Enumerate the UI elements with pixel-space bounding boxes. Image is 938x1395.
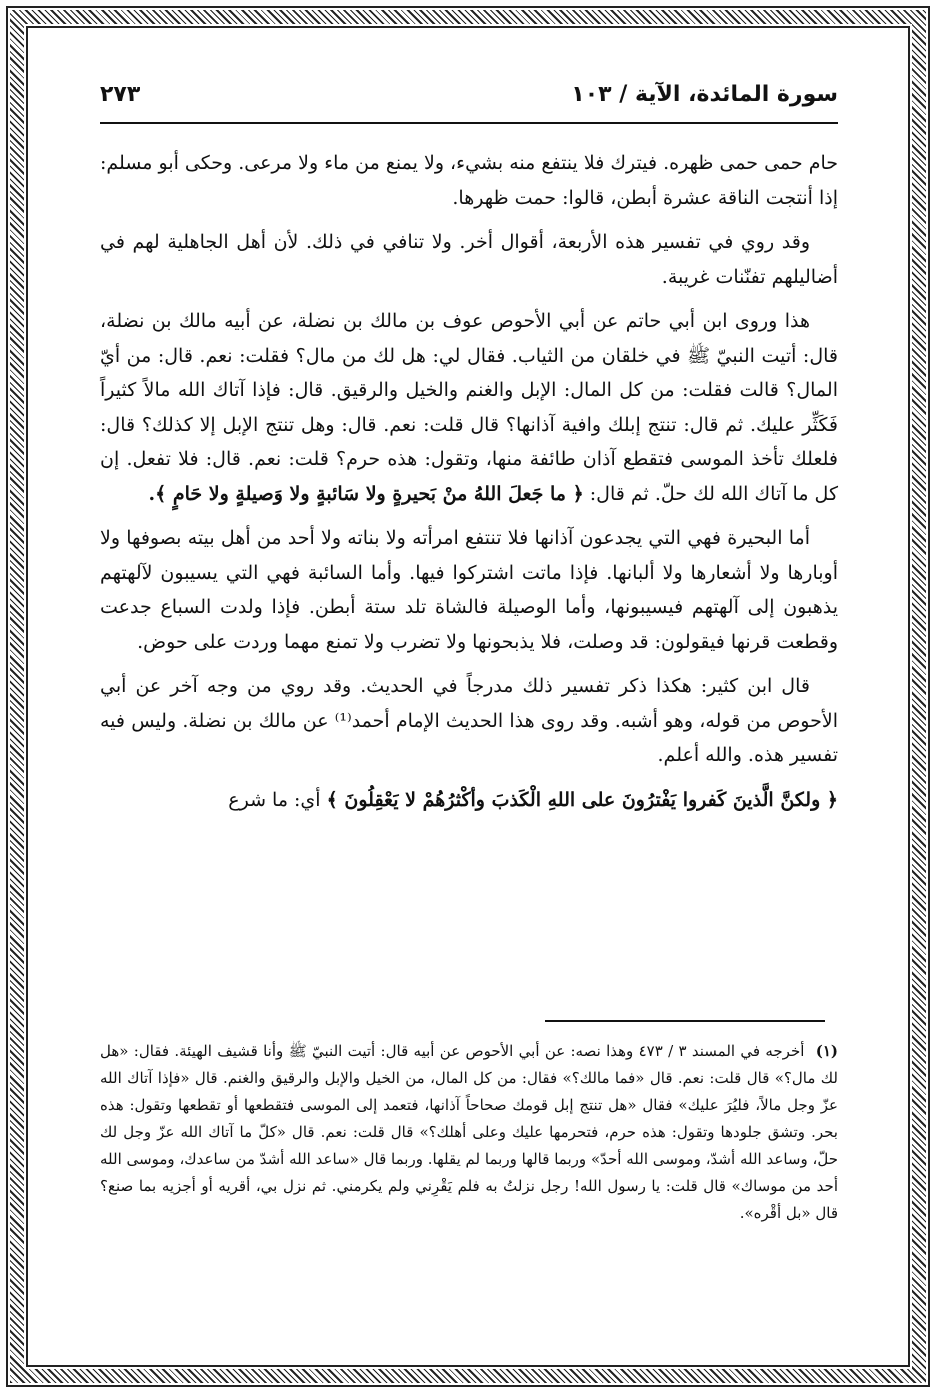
paragraph-6: [100, 783, 838, 818]
paragraph-1: حام حمى حمى ظهره. فيترك فلا ينتفع منه بشيء، ولا يمنع من ماء ولا مرعى. وحكى أبو مسلم: إذا أنتجت الناقة عشرة أبطن، قالوا: حمت ظهرها.: [100, 152, 838, 209]
footnote-text: أخرجه في المسند ٣ / ٤٧٣ وهذا نصه: عن أبي الأحوص عن أبيه قال: أتيت النبيّ ﷺ وأنا قشيف الهيئة. فقال: «هل لك مال؟» قال قلت: نعم. قال «فما مالك؟» فقال: من كل المال، من الخيل والإبل والرقيق والغنم. قال «فإذا آتاك الله عزّ وجل مالاً، فليُرَ عليك» فقال «هل تنتج إبل قومك صحاحاً آذانها، فتعمد إلى الموسى فتقطعها أو تقطعها وتقول: هذه بحر. وتشق جلودها وتقول: هذه حرم، فتحرمها عليك وعلى أهلك؟» قال قلت: نعم. قال «كلّ ما آتاك الله عزّ وجل لك حلّ، وساعد الله أشدّ، وموسى الله أحدّ» وربما قالها وربما لم يقلها. وربما قال «ساعد الله أشدّ من ساعدك، وموسى الله أحد من موساك» قال قلت: يا رسول الله! رجل نزلتُ به فلم يَقْرِني ولم يكرمني. ثم نزل بي، أقريه أو أجزيه بما صنع؟ قال «بل أقْره».: [100, 1042, 838, 1222]
paragraph-3-text: هذا وروى ابن أبي حاتم عن أبي الأحوص عوف بن مالك بن نضلة، عن أبيه مالك بن نضلة، قال: أتيت النبيّ ﷺ في خلقان من الثياب. فقال لي: هل لك من مال؟ فقلت: نعم. قال: من أيّ المال؟ قالت فقلت: من كل المال: الإبل والغنم والخيل والرقيق. قال: فإذا آتاك الله مالاً كثيراً فَكَثِّر عليك. ثم قال: تنتج إبلك وافية آذانها؟ قال قلت: نعم. قال: وهل تنتج الإبل إلا كذلك؟ قال: فلعلك تأخذ الموسى فتقطع آذان طائفة منها، وتقول: هذه حرم؟ قلت: نعم. قال: فلا تفعل. إن كل ما آتاك الله لك حلّ. ثم قال:: [100, 310, 838, 505]
footnotes: [100, 1038, 838, 1227]
running-header: [100, 78, 838, 118]
quran-verse-2: ﴿ ولكنَّ الَّذينَ كَفروا يَفْترُونَ على اللهِ الْكَذبَ وأكْثرُهُمْ لا يَعْقِلُونَ ﴾: [326, 788, 838, 811]
main-text: [100, 146, 838, 827]
paragraph-6-text: أي: ما شرع: [228, 788, 321, 811]
header-rule: [100, 122, 838, 124]
footnote-number: (١): [815, 1042, 838, 1060]
footnote-rule: [545, 1020, 825, 1022]
running-title: سورة المائدة، الآية / ١٠٣: [571, 82, 838, 107]
paragraph-4: أما البحيرة فهي التي يجدعون آذانها فلا تنتفع امرأته ولا بناته ولا أحد من أهل بيته بصوفها ولا أوبارها ولا أشعارها ولا ألبانها. فإذا ماتت اشتركوا فيها. وأما السائبة فهي التي يسيبون لآلهتهم يذهبون إلى آلهتهم فيسيبونها، وأما الوصيلة فالشاة تلد ستة أبطن. فإذا ولدت السباع جدعت وقطعت قرنها فيقولون: قد وصلت، فلا يذبحونها ولا تضرب ولا تمنع مهما وردت على حوض.: [100, 527, 838, 653]
page-number: ٢٧٣: [100, 82, 141, 107]
paragraph-3: [100, 304, 838, 511]
paragraph-2: وقد روي في تفسير هذه الأربعة، أقوال أخر. ولا تنافي في ذلك. لأن أهل الجاهلية لهم في أضاليلهم تفنّنات غريبة.: [100, 231, 838, 288]
quran-verse-1: ﴿ ما جَعلَ اللهُ منْ بَحيرةٍ ولا سَائبةٍ ولا وَصيلةٍ ولا حَامٍ ﴾.: [148, 482, 584, 505]
footnote-1: [100, 1038, 838, 1227]
paragraph-5: قال ابن كثير: هكذا ذكر تفسير ذلك مدرجاً في الحديث. وقد روي من وجه آخر عن أبي الأحوص من قوله، وهو أشبه. وقد روى هذا الحديث الإمام أحمد⁽¹⁾ عن مالك بن نضلة. وليس فيه تفسير هذه. والله أعلم.: [100, 675, 838, 766]
